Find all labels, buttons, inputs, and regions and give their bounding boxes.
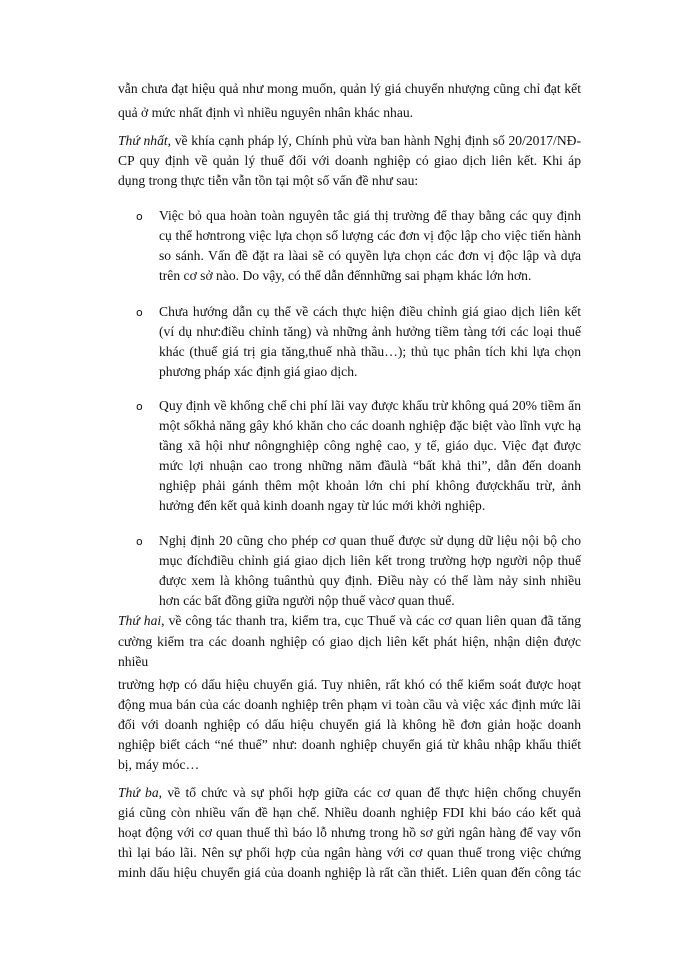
text-line: một sốkhả năng gây khó khăn cho các doanh nghiệp đặc biệt vào lĩnh vực hạ [159, 418, 581, 433]
text-line: Quy định về khống chế chi phí lãi vay được khấu trừ không quá 20% tiềm ẩn [159, 398, 581, 413]
text-line: Chưa hướng dẫn cụ thể về cách thực hiện điều chỉnh giá giao dịch liên kết [159, 304, 581, 319]
text-line: quả ở mức nhất định vì nhiều nguyên nhân khác nhau. [118, 105, 414, 120]
text-line: nghiệp phải gánh thêm một khoản lớn chi phí không đượckhấu trừ, ảnh [159, 478, 581, 493]
text-span: , về công tác thanh tra, kiểm tra, cục Thuế và các cơ quan liên quan đã tăng [161, 613, 582, 628]
text-line: tầng xã hội như nôngnghiệp công nghệ cao, y tế, giáo dục. Việc đạt được [159, 438, 581, 453]
text-line: bị, máy móc… [118, 757, 200, 772]
bullet-circle-icon: o [136, 535, 143, 548]
text-line: cụ thể hơntrong việc lựa chọn số lượng các đơn vị độc lập cho việc tiến hành [159, 228, 581, 243]
text-line: cường kiểm tra các doanh nghiệp có giao dịch liên kết phát hiện, nhận diện được [118, 634, 581, 649]
text-line: đối với doanh nghiệp có dấu hiệu chuyển giá là không hề đơn giản hoặc doanh [118, 717, 581, 732]
text-line: CP quy định về quản lý thuế đối với doanh nghiệp có giao dịch liên kết. Khi áp [118, 153, 581, 168]
paragraph-lead: Thứ ba [118, 785, 159, 800]
bullet-circle-icon: o [136, 210, 143, 223]
text-line: Việc bỏ qua hoàn toàn nguyên tắc giá thị trường để thay bằng các quy định [159, 208, 581, 223]
text-line [118, 612, 581, 630]
text-line: phương pháp xác định giá giao dịch. [159, 364, 358, 379]
text-line: hưởng đến kết quả kinh doanh ngay từ lúc mới khởi nghiệp. [159, 498, 486, 513]
text-line: (ví dụ như:điều chỉnh tăng) và những ảnh hưởng tiềm tàng tới các loại thuế [159, 324, 581, 339]
text-line: hoạt động với cơ quan thuế thì báo lỗ nhưng trong hồ sơ gửi ngân hàng để vay vốn [118, 825, 581, 840]
text-line: thì lại báo lãi. Nên sự phối hợp của ngân hàng với cơ quan thuế trong việc chứng [118, 845, 581, 860]
text-span: , về tổ chức và sự phối hợp giữa các cơ quan để thực hiện chống chuyển [158, 785, 581, 800]
text-line: vẫn chưa đạt hiệu quả như mong muốn, quản lý giá chuyển nhượng cũng chỉ đạt kết [118, 81, 581, 96]
text-line: dụng trong thực tiễn vẫn tồn tại một số vấn đề như sau: [118, 173, 419, 188]
text-line: minh dấu hiệu chuyển giá của doanh nghiệp là rất cần thiết. Liên quan đến công tác [118, 865, 581, 880]
bullet-circle-icon: o [136, 306, 143, 319]
text-line: mục đíchđiều chỉnh giá giao dịch liên kết trong trường hợp người nộp thuế [159, 553, 581, 568]
text-line: động mua bán của các doanh nghiệp trên phạm vi toàn cầu và việc xác định mức lãi [118, 697, 581, 712]
text-line [118, 784, 581, 802]
text-line: trường hợp có dấu hiệu chuyển giá. Tuy nhiên, rất khó có thể kiểm soát được hoạt [118, 677, 581, 692]
text-line: Nghị định 20 cũng cho phép cơ quan thuế được sử dụng dữ liệu nội bộ cho [159, 533, 581, 548]
paragraph-lead: Thứ nhất [118, 133, 168, 148]
paragraph-lead: Thứ hai [118, 613, 162, 628]
text-line: mức lợi nhuận cao trong những năm đầulà “bất khả thi”, dẫn đến doanh [159, 458, 581, 473]
text-line: hơn các bất đồng giữa người nộp thuế vàcơ quan thuế. [159, 593, 455, 608]
text-line: trên cơ sở nào. Do vậy, có thể dẫn đếnnhững sai phạm khác lớn hơn. [159, 268, 532, 283]
text-span: , về khía cạnh pháp lý, Chính phủ vừa ban hành Nghị định số 20/2017/NĐ- [167, 133, 581, 148]
text-line: khác (thuế giá trị gia tăng,thuế nhà thầu…); thủ tục phân tích khi lựa chọn [159, 344, 581, 359]
text-line: nghiệp biết cách “né thuế” như: doanh nghiệp chuyển giá từ khâu nhập khẩu thiết [118, 737, 581, 752]
text-line: được xem là không tuânthủ quy định. Điều này có thể làm nảy sinh nhiều [159, 573, 581, 588]
text-line: nhiều [118, 654, 149, 669]
text-line [118, 132, 581, 150]
text-line: giá cũng còn nhiều vấn đề hạn chế. Nhiều doanh nghiệp FDI khi báo cáo kết quả [118, 805, 581, 820]
bullet-circle-icon: o [136, 400, 143, 413]
text-line: so sánh. Vấn đề đặt ra làai sẽ có quyền lựa chọn các đơn vị độc lập và dựa [159, 248, 581, 263]
